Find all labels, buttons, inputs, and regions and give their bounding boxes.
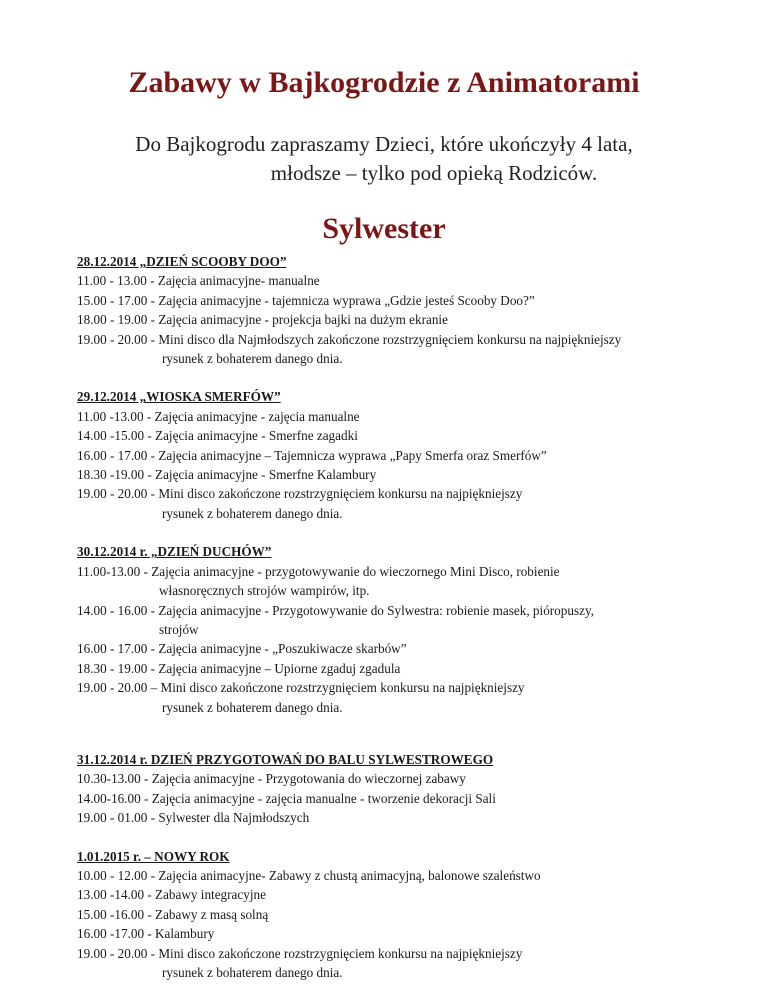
- schedule-entry: 19.00 - 20.00 - Mini disco zakończone rozstrzygnięciem konkursu na najpiękniejszy: [77, 945, 523, 961]
- schedule-entry-continuation: własnoręcznych strojów wampirów, itp.: [159, 583, 370, 599]
- schedule-entry-continuation: rysunek z bohaterem danego dnia.: [162, 965, 343, 980]
- schedule-entry: 14.00 - 16.00 - Zajęcia animacyjne - Przygotowywanie do Sylwestra: robienie masek, pióropuszy,: [77, 602, 594, 618]
- schedule-entry: 11.00 -13.00 - Zajęcia animacyjne - zajęcia manualne: [77, 408, 360, 424]
- schedule-entry: 19.00 - 01.00 - Sylwester dla Najmłodszych: [77, 810, 310, 826]
- day-block: [77, 750, 757, 828]
- schedule-entry: 11.00 - 13.00 - Zajęcia animacyjne- manualne: [77, 273, 320, 289]
- schedule: [77, 252, 757, 1001]
- schedule-entry: 14.00-16.00 - Zajęcia animacyjne - zajęcia manualne - tworzenie dekoracji Sali: [77, 790, 496, 806]
- schedule-entry: 16.00 -17.00 - Kalambury: [77, 926, 215, 942]
- intro-text: [0, 130, 768, 188]
- schedule-entry: 11.00-13.00 - Zajęcia animacyjne - przygotowywanie do wieczornego Mini Disco, robienie: [77, 563, 560, 579]
- schedule-entry: 19.00 - 20.00 - Mini disco dla Najmłodszych zakończone rozstrzygnięciem konkursu na najpiękniejszy: [77, 331, 622, 347]
- schedule-entry: 10.30-13.00 - Zajęcia animacyjne - Przygotowania do wieczornej zabawy: [77, 771, 466, 787]
- schedule-entry: 18.00 - 19.00 - Zajęcia animacyjne - projekcja bajki na dużym ekranie: [77, 312, 448, 328]
- day-title: 28.12.2014 „DZIEŃ SCOOBY DOO”: [77, 254, 287, 269]
- schedule-entry: 15.00 -16.00 - Zabawy z masą solną: [77, 906, 269, 922]
- schedule-entry: 18.30 - 19.00 - Zajęcia animacyjne – Upiorne zgaduj zgadula: [77, 660, 401, 676]
- schedule-entry: 19.00 - 20.00 – Mini disco zakończone rozstrzygnięciem konkursu na najpiękniejszy: [77, 680, 525, 696]
- intro-line: Do Bajkogrodu zapraszamy Dzieci, które ukończyły 4 lata,: [135, 132, 633, 156]
- day-block: [77, 542, 757, 717]
- section-title: Sylwester: [322, 212, 446, 245]
- day-block: [77, 847, 757, 983]
- page-title: Zabawy w Bajkogrodzie z Animatorami: [128, 66, 640, 99]
- day-block: [77, 387, 757, 523]
- schedule-entry-continuation: rysunek z bohaterem danego dnia.: [162, 505, 343, 521]
- day-title: 30.12.2014 r. „DZIEŃ DUCHÓW”: [77, 544, 272, 560]
- day-title: 1.01.2015 r. – NOWY ROK: [77, 848, 230, 864]
- schedule-entry: 13.00 -14.00 - Zabawy integracyjne: [77, 887, 266, 903]
- schedule-entry: 16.00 - 17.00 - Zajęcia animacyjne – Tajemnicza wyprawa „Papy Smerfa oraz Smerfów”: [77, 447, 547, 463]
- schedule-entry-continuation: rysunek z bohaterem danego dnia.: [162, 699, 343, 715]
- schedule-entry: 15.00 - 17.00 - Zajęcia animacyjne - tajemnicza wyprawa „Gdzie jesteś Scooby Doo?”: [77, 292, 535, 308]
- day-title: 29.12.2014 „WIOSKA SMERFÓW”: [77, 389, 281, 405]
- intro-line: młodsze – tylko pod opieką Rodziców.: [270, 161, 598, 185]
- schedule-entry-continuation: rysunek z bohaterem danego dnia.: [162, 351, 343, 367]
- day-title: 31.12.2014 r. DZIEŃ PRZYGOTOWAŃ DO BALU SYLWESTROWEGO: [77, 751, 494, 767]
- schedule-entry: 18.30 -19.00 - Zajęcia animacyjne - Smerfne Kalambury: [77, 467, 377, 483]
- day-block: [77, 252, 757, 368]
- schedule-entry: 14.00 -15.00 - Zajęcia animacyjne - Smerfne zagadki: [77, 428, 358, 444]
- schedule-entry: 10.00 - 12.00 - Zajęcia animacyjne- Zabawy z chustą animacyjną, balonowe szaleństwo: [77, 867, 541, 883]
- schedule-entry: 19.00 - 20.00 - Mini disco zakończone rozstrzygnięciem konkursu na najpiękniejszy: [77, 486, 523, 502]
- schedule-entry: 16.00 - 17.00 - Zajęcia animacyjne - „Poszukiwacze skarbów”: [77, 641, 407, 657]
- schedule-entry-continuation: strojów: [159, 621, 199, 637]
